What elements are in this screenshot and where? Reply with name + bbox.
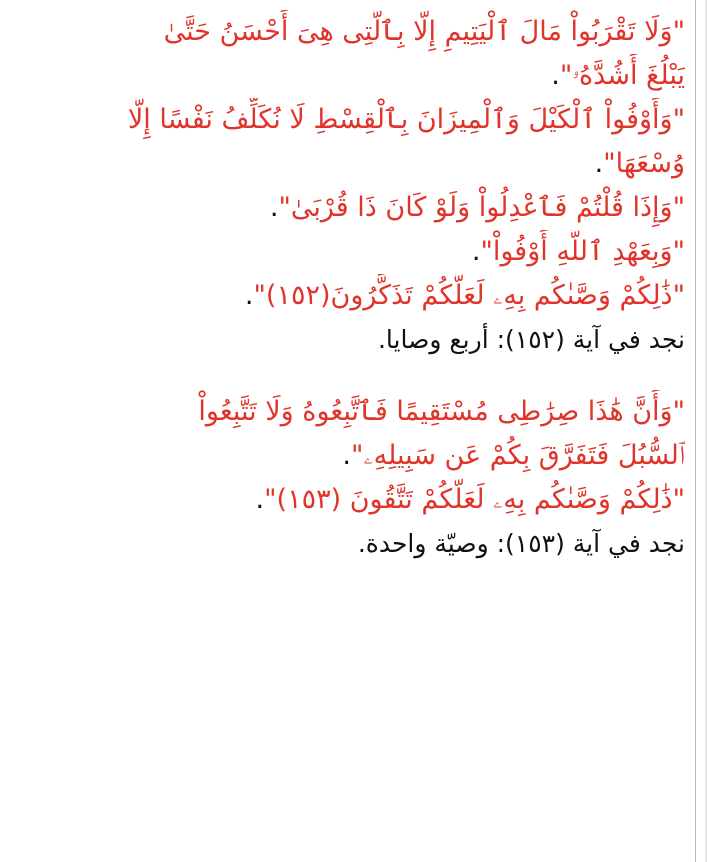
verse-text: وُسْعَهَا" <box>603 148 685 179</box>
period: . <box>269 192 279 223</box>
verse-line <box>18 434 685 478</box>
verse-line <box>18 230 685 274</box>
period: . <box>244 280 254 311</box>
document-content <box>18 10 685 566</box>
verse-line <box>18 186 685 230</box>
verse-text: يَبْلُغَ أَشُدَّهُۥ" <box>559 60 685 91</box>
verse-line <box>18 142 685 186</box>
period: . <box>255 484 265 515</box>
period: . <box>342 440 351 471</box>
verse-text: ٱلسُّبُلَ فَتَفَرَّقَ بِكُمْ عَن سَبِيلِهِۦ" <box>350 440 685 471</box>
verse-line <box>18 274 685 318</box>
verse-text: "وَإِذَا قُلْتُمْ فَٱعْدِلُواْ وَلَوْ كَانَ ذَا قُرْبَىٰ" <box>278 192 685 223</box>
verse-line <box>18 390 685 434</box>
verse-text: "وَأَنَّ هَٰذَا صِرَٰطِى مُسْتَقِيمًا فَٱتَّبِعُوهُ وَلَا تَتَّبِعُواْ <box>198 396 685 427</box>
page-border-line <box>695 0 696 862</box>
period: . <box>551 60 560 91</box>
verse-line <box>18 98 685 142</box>
verse-line <box>18 10 685 54</box>
verse-line <box>18 478 685 522</box>
period: . <box>594 148 604 179</box>
verse-line <box>18 54 685 98</box>
verse-text: "وَلَا تَقْرَبُواْ مَالَ ٱلْيَتِيمِ إِلَّا بِٱلَّتِى هِىَ أَحْسَنُ حَتَّىٰ <box>163 16 685 47</box>
verse-text: "ذَٰلِكُمْ وَصَّىٰكُم بِهِۦ لَعَلَّكُمْ تَذَكَّرُونَ(١٥٢)" <box>253 280 685 311</box>
verse-text: "وَبِعَهْدِ ٱللَّهِ أَوْفُواْ" <box>480 236 685 267</box>
commentary-note: نجد في آية (١٥٣): وصيّة واحدة. <box>357 529 685 558</box>
commentary-note: نجد في آية (١٥٢): أربع وصايا. <box>377 325 685 354</box>
verse-text: "وَأَوْفُواْ ٱلْكَيْلَ وَٱلْمِيزَانَ بِٱلْقِسْطِ لَا نُكَلِّفُ نَفْسًا إِلَّا <box>127 104 685 135</box>
period: . <box>471 236 481 267</box>
paragraph-gap <box>18 362 685 390</box>
verse-text: "ذَٰلِكُمْ وَصَّىٰكُم بِهِۦ لَعَلَّكُمْ تَتَّقُونَ (١٥٣)" <box>264 484 685 515</box>
